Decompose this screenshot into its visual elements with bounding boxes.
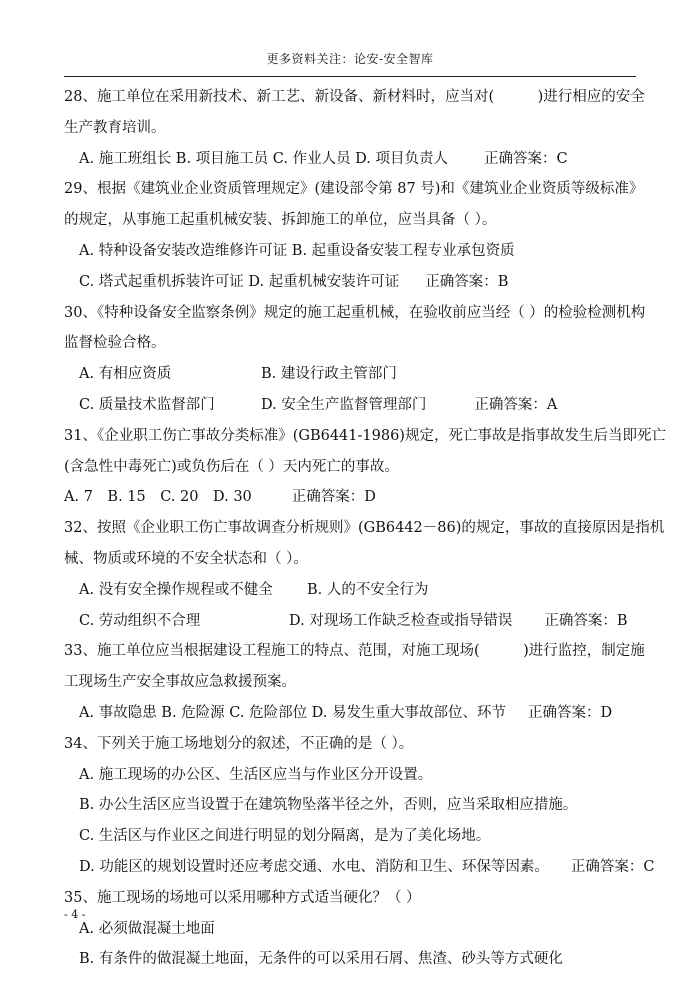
q34-answer: 正确答案：C [570,858,655,875]
q32-options-row2 [64,606,644,637]
q31-options: A. 7 B. 15 C. 20 D. 30 [64,489,252,506]
page-header: 更多资料关注：论安-安全智库 [266,52,434,66]
q29-options-row1: A. 特种设备安装改造维修许可证 B. 起重设备安装工程专业承包资质 [79,242,515,259]
q32-options-row1 [64,575,644,606]
q28-stem-line2: 生产教育培训。 [64,119,166,136]
q30-option-a: A. 有相应资质 [79,366,172,383]
q29-options-row2 [64,267,644,298]
q33-options: A. 事故隐患 B. 危险源 C. 危险部位 D. 易发生重大事故部位、环节 [79,704,507,721]
page-number: - 4 - [64,908,86,921]
q35-option-b: B. 有条件的做混凝土地面，无条件的可以采用石屑、焦渣、砂头等方式硬化 [79,951,563,968]
q31-stem-line2: (含急性中毒死亡)或负伤后在（ ）天内死亡的事故。 [64,458,399,475]
q32-option-b: B. 人的不安全行为 [307,581,429,598]
q33-stem-line1: 33、施工单位应当根据建设工程施工的特点、范围，对施工现场( )进行监控，制定施 [64,643,645,660]
q34-option-d: D. 功能区的规划设置时还应考虑交通、水电、消防和卫生、环保等因素。 [79,858,549,875]
q33-answer: 正确答案：D [528,704,613,721]
q30-stem-line2: 监督检验合格。 [64,335,166,352]
q30-option-c: C. 质量技术监督部门 [79,396,215,413]
q34-option-c: C. 生活区与作业区之间进行明显的划分隔离，是为了美化场地。 [79,828,491,845]
q35-option-a: A. 必须做混凝土地面 [79,920,215,937]
q32-option-d: D. 对现场工作缺乏检查或指导错误 [289,612,513,629]
q32-option-a: A. 没有安全操作规程或不健全 [79,581,273,598]
q34-stem: 34、下列关于施工场地划分的叙述，不正确的是（ ）。 [64,735,414,752]
q34-option-a: A. 施工现场的办公区、生活区应当与作业区分开设置。 [79,766,433,783]
q32-option-c: C. 劳动组织不合理 [79,612,201,629]
q28-options-row [64,144,644,175]
q28-options: A. 施工班组长 B. 项目施工员 C. 作业人员 D. 项目负责人 [79,150,449,167]
q33-stem-line2: 工现场生产安全事故应急救援预案。 [64,674,296,691]
q29-stem-line2: 的规定，从事施工起重机械安装、拆卸施工的单位，应当具备（ ）。 [64,212,497,229]
q30-options-row2 [64,390,644,421]
q30-option-d: D. 安全生产监督管理部门 [261,396,427,413]
question-list [64,82,666,975]
q29-answer: 正确答案：B [425,273,509,290]
q31-answer: 正确答案：D [291,489,376,506]
q28-stem-line1: 28、施工单位在采用新技术、新工艺、新设备、新材料时，应当对( )进行相应的安全 [64,89,645,105]
q30-stem-line1: 30、《特种设备安全监察条例》规定的施工起重机械，在验收前应当经（ ）的检验检测机构 [64,304,646,321]
q29-stem-line1: 29、根据《建筑业企业资质管理规定》(建设部令第 87 号)和《建筑业企业资质等级标准》 [64,181,644,198]
q32-stem-line2: 械、物质或环境的不安全状态和（ ）。 [64,550,308,567]
q32-answer: 正确答案：B [544,612,628,629]
q35-stem: 35、施工现场的场地可以采用哪种方式适当硬化？（ ） [64,889,421,906]
q32-stem-line1: 32、按照《企业职工伤亡事故调查分析规则》(GB6442－86)的规定，事故的直接原因是指机 [64,520,665,537]
q30-options-row1 [64,359,644,390]
q34-option-d-row [64,852,655,883]
q30-option-b: B. 建设行政主管部门 [261,366,397,383]
header-divider [64,76,636,77]
q28-answer: 正确答案：C [484,150,568,167]
q29-options: C. 塔式起重机拆装许可证 D. 起重机械安装许可证 [79,273,400,290]
q34-option-b: B. 办公生活区应当设置于在建筑物坠落半径之外，否则，应当采取相应措施。 [79,797,578,814]
q30-answer: 正确答案：A [474,396,558,413]
q33-options-row [64,698,644,729]
q31-stem-line1: 31、《企业职工伤亡事故分类标准》(GB6441-1986)规定，死亡事故是指事故发生后当即死亡 [64,427,666,444]
q31-options-row [64,482,644,513]
